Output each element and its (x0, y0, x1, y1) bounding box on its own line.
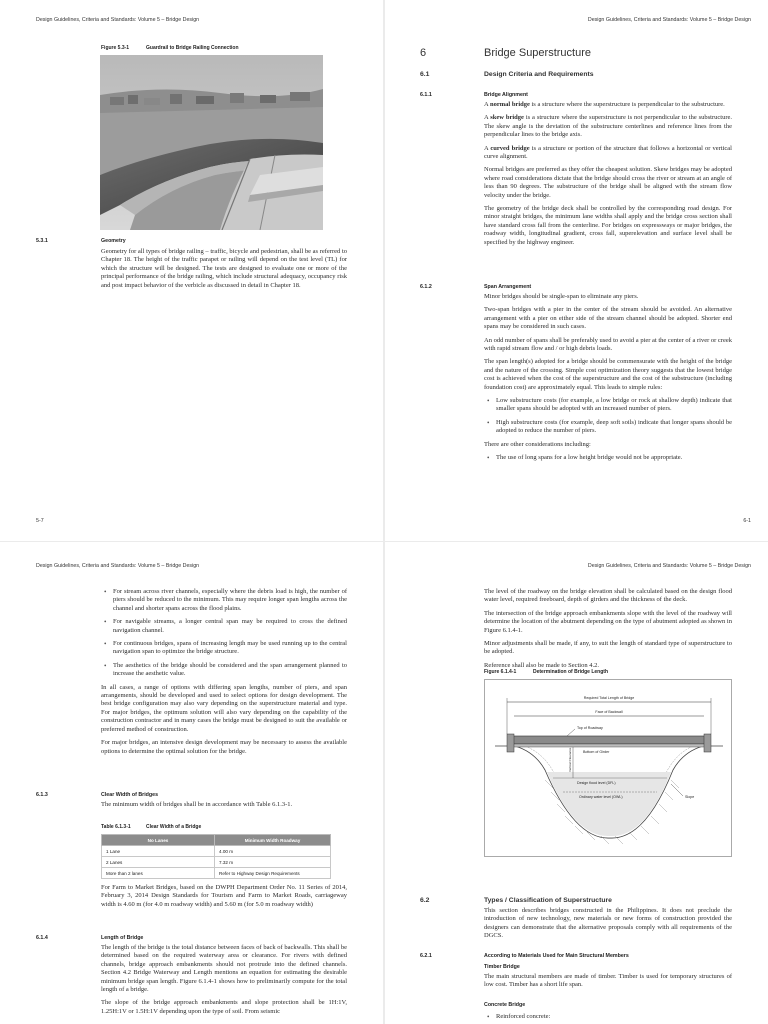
diagram-label-face-backwall: Face of Backwall (595, 710, 623, 714)
paragraph: The minimum width of bridges shall be in accordance with Table 6.1.3-1. (101, 801, 293, 808)
table-row (102, 846, 331, 857)
page-header: Design Guidelines, Criteria and Standards: Volume 5 – Bridge Design (587, 17, 751, 23)
paragraph: The slope of the bridge approach embankments and slope protection shall be 1H:1V, 1.25H:1V or 1.5H:1V depending upon the type of soil. From seismic (101, 999, 347, 1015)
subsection-body (484, 973, 732, 995)
paragraph: Reference shall also be made to Section 4.2. (484, 661, 599, 669)
concrete-bridge-title: Concrete Bridge (484, 1002, 526, 1008)
section-title: Types / Classification of Superstructure (484, 897, 612, 904)
subsection-title: Length of Bridge (101, 935, 144, 941)
section-body (101, 248, 347, 295)
clear-width-table (101, 834, 331, 879)
diagram-label-vertical-clearance: Vertical Clearance (568, 747, 572, 772)
table-cell: 4.00 m (215, 846, 331, 857)
diagram-label-slope: Slope (685, 795, 695, 799)
table-cell: More than 2 lanes (102, 868, 215, 879)
subsection-title: Clear Width of Bridges (101, 792, 159, 798)
table-cell: Refer to Highway Design Requirements (215, 868, 331, 879)
paragraph: The geometry of the bridge deck shall be controlled by the corresponding road design. For minor straight bridges, the minimum lane widths shall apply and the bridge cross section shall have standard cross fall from the centerline. For bridges on expressways or major bridges, the roadway width, longitudinal gradient, cross fall, superelevation and surface level shall be specified by the highway engineer. (484, 205, 732, 246)
table-header: No Lanes (102, 835, 215, 846)
figure-label: Figure 6.1.4-1 (484, 669, 517, 675)
paragraph: For major bridges, an intensive design development may be necessary to assess the available options to determine the optimal solution for the bridge. (101, 739, 347, 755)
paragraph: Minor bridges should be single-span to eliminate any piers. (484, 293, 639, 300)
paragraph: The intersection of the bridge approach embankments slope with the level of the roadway will determine the location of the abutment depending on the type of abutment adopted as shown in Figure 6.1.4-1. (484, 609, 732, 634)
diagram-label-dfl: Design flood level (DFL) (577, 781, 616, 785)
subsection-number: 6.1.2 (420, 284, 432, 290)
figure-title: Determination of Bridge Length (533, 669, 608, 675)
subsection-body (484, 293, 732, 468)
list-item: • Reinforced concrete: (484, 1013, 732, 1021)
page-6-1 (385, 0, 768, 541)
paragraph: Two-span bridges with a pier in the center of the stream should be avoided. An alternative arrangement with a pier on either side of the stream channel should be adopted. Shorter end spans may be considered in such cases. (484, 306, 732, 331)
paragraph: Normal bridges are preferred as they offer the cheapest solution. Skew bridges may be adopted where road considerations dictate that the bridge should cross the river or stream at an angle of less than 90 degrees. The substructure of the bridge shall be aligned with the stream flow velocity under the bridge. (484, 166, 732, 199)
section-number: 6.1 (420, 71, 430, 78)
list-item: • The aesthetics of the bridge should be considered and the span arrangement planned to increase the aesthetic value. (101, 662, 347, 679)
subsection-number: 6.1.4 (36, 935, 48, 941)
paragraph: There are other considerations including: (484, 440, 591, 448)
subsection-number: 6.1.1 (420, 92, 432, 98)
page-5-8 (0, 542, 383, 1024)
table-header: Minimum Width Roadway (215, 835, 331, 846)
section-title: Design Criteria and Requirements (484, 71, 594, 78)
paragraph: A curved bridge is a structure or portion of the structure that follows a horizontal or vertical curve alignment. (484, 144, 732, 161)
bridge-length-diagram (484, 679, 732, 857)
list-item: • For stream across river channels, especially where the debris load is high, the number of piers should be reduced to the minimum. This may require longer span lengths across the channel and shorter spans across the flood plains. (101, 588, 347, 613)
paragraph: This section describes bridges constructed in the Philippines. It does not preclude the introduction of new technology, new materials or new forms of construction provided the designers can demonstrate that the alternative proposals comply with all requirements of the DGCS. (484, 907, 732, 940)
figure-title: Guardrail to Bridge Railing Connection (146, 45, 239, 51)
guardrail-photo (100, 55, 323, 230)
figure-label: Figure 5.3-1 (101, 45, 130, 51)
body-column (484, 588, 732, 675)
paragraph: An odd number of spans shall be preferably used to avoid a pier at the center of a river or creek with rapid stream flow and / or high debris loads. (484, 336, 732, 353)
page-number: 5-7 (36, 518, 44, 524)
paragraph: Minor adjustments shall be made, if any, to suit the length of standard type of superstructure to be adopted. (484, 640, 732, 656)
table-row (102, 857, 331, 868)
page-header: Design Guidelines, Criteria and Standards: Volume 5 – Bridge Design (587, 563, 751, 569)
list-item: • Low substructure costs (for example, a low bridge or rock at shallow depth) indicate that smaller spans should be adopted with an increased number of piers. (484, 397, 732, 414)
list-item: • For continuous bridges, spans of increasing length may be used running up to the central navigation span to optimize the bridge structure. (101, 640, 347, 657)
paragraph: Geometry for all types of bridge railing – traffic, bicycle and pedestrian, shall be as referred to Chapter 18. The height of the traffic parapet or railing will depend on the test level (TL) for which the structure will be designed. The tests are designed to evaluate one or more of the principal performance of the bridge railing, which include structural adequacy, occupancy risk and post impact behavior of the verbicle as discussed in detail in Chapter 18. (101, 248, 347, 289)
table-cell: 2 Lanes (102, 857, 215, 868)
paragraph: A normal bridge is a structure where the superstructure is perpendicular to the substructure. (484, 101, 725, 108)
table-title: Clear Width of a Bridge (146, 824, 202, 830)
subsection-body (484, 1013, 732, 1024)
paragraph: In all cases, a range of options with differing span lengths, number of piers, and span arrangements, should be developed and used to select options for design development. The best bridge configuration may also vary depending on the superstructure material and type. For major bridges, the optimum solution will also vary depending on the capability of the construction contractor and in many cases the bridge must be designed to suit the available or preferred method of construction. (101, 683, 347, 733)
section-number: 5.3.1 (36, 238, 48, 244)
paragraph: The span length(s) adopted for a bridge should be commensurate with the height of the bridge and the nature of the crossing. Simple cost optimization theory suggests that the lowest bridge cost is achieved when the cost of the superstructure and the cost of the substructure (including foundation cost) are approximately equal. This leads to simple rules: (484, 358, 732, 391)
page-number: 6-1 (743, 518, 751, 524)
table-label: Table 6.1.3-1 (101, 824, 131, 830)
subsection-title: Bridge Alignment (484, 92, 528, 98)
paragraph: The length of the bridge is the total distance between faces of back of backwalls. This shall be determined based on the required waterway area or clearance. For rivers with defined channels, bridge approach embankments should not protrude into the defined channels. Section 4.2 Bridge Waterway and Length mentions an equation for estimating the desirable minimum bridge span length. Figure 6.1.4-1 shows how to preliminarily compute for the total length of a bridge. (101, 944, 347, 994)
diagram-label-top-roadway: Top of Roadway (577, 726, 603, 730)
subsection-number: 6.1.3 (36, 792, 48, 798)
body-column (101, 588, 347, 761)
table-row (102, 868, 331, 879)
list-item: • High substructure costs (for example, deep soft soils) indicate that longer spans should be adopted to reduce the number of piers. (484, 419, 732, 436)
subsection-body (101, 944, 347, 1021)
list-item: • The use of long spans for a low height bridge would not be appropriate. (484, 454, 732, 462)
page-6-2 (385, 542, 768, 1024)
subsection-title: According to Materials Used for Main Structural Members (484, 953, 629, 959)
list-item: • For navigable streams, a longer central span may be required to cross the defined navigation channel. (101, 618, 347, 635)
diagram-label-owl: Ordinary water level (OWL) (579, 795, 623, 799)
section-number: 6.2 (420, 897, 430, 904)
section-title: Geometry (101, 238, 126, 244)
subsection-number: 6.2.1 (420, 953, 432, 959)
paragraph: The main structural members are made of timber. Timber is used for temporary structures of low cost. Timber has a short life span. (484, 973, 732, 989)
timber-bridge-title: Timber Bridge (484, 964, 520, 970)
paragraph: For Farm to Market Bridges, based on the DWPH Department Order No. 11 Series of 2014, February 3, 2014 Design Standards for Tourism and Farm to Market Roads, carriageway width is 4.60 m (for 4.0 m roadway width) and 5.60 m (for 5.0 m roadway width) (101, 884, 347, 908)
chapter-number: 6 (420, 47, 427, 59)
diagram-label-bottom-girder: Bottom of Girder (583, 750, 610, 754)
paragraph: The level of the roadway on the bridge elevation shall be calculated based on the design flood water level, required freeboard, depth of girders and the thickness of the deck. (484, 588, 732, 604)
paragraph: A skew bridge is a structure where the superstructure is not perpendicular to the substructure. The skew angle is the deviation of the substructure centerlines and reference lines from the perpendicular lines to the bridge axis. (484, 114, 733, 139)
subsection-body (101, 801, 347, 814)
page-header: Design Guidelines, Criteria and Standards: Volume 5 – Bridge Design (36, 17, 200, 23)
section-body (484, 907, 732, 946)
page-5-7 (0, 0, 383, 541)
diagram-label-required-length: Required Total Length of Bridge (583, 696, 635, 700)
table-cell: 7.32 m (215, 857, 331, 868)
subsection-body (101, 884, 347, 914)
subsection-title: Span Arrangement (484, 284, 532, 290)
page-header: Design Guidelines, Criteria and Standards: Volume 5 – Bridge Design (36, 563, 200, 569)
subsection-body (484, 101, 732, 252)
table-cell: 1 Lane (102, 846, 215, 857)
chapter-title: Bridge Superstructure (484, 47, 591, 59)
